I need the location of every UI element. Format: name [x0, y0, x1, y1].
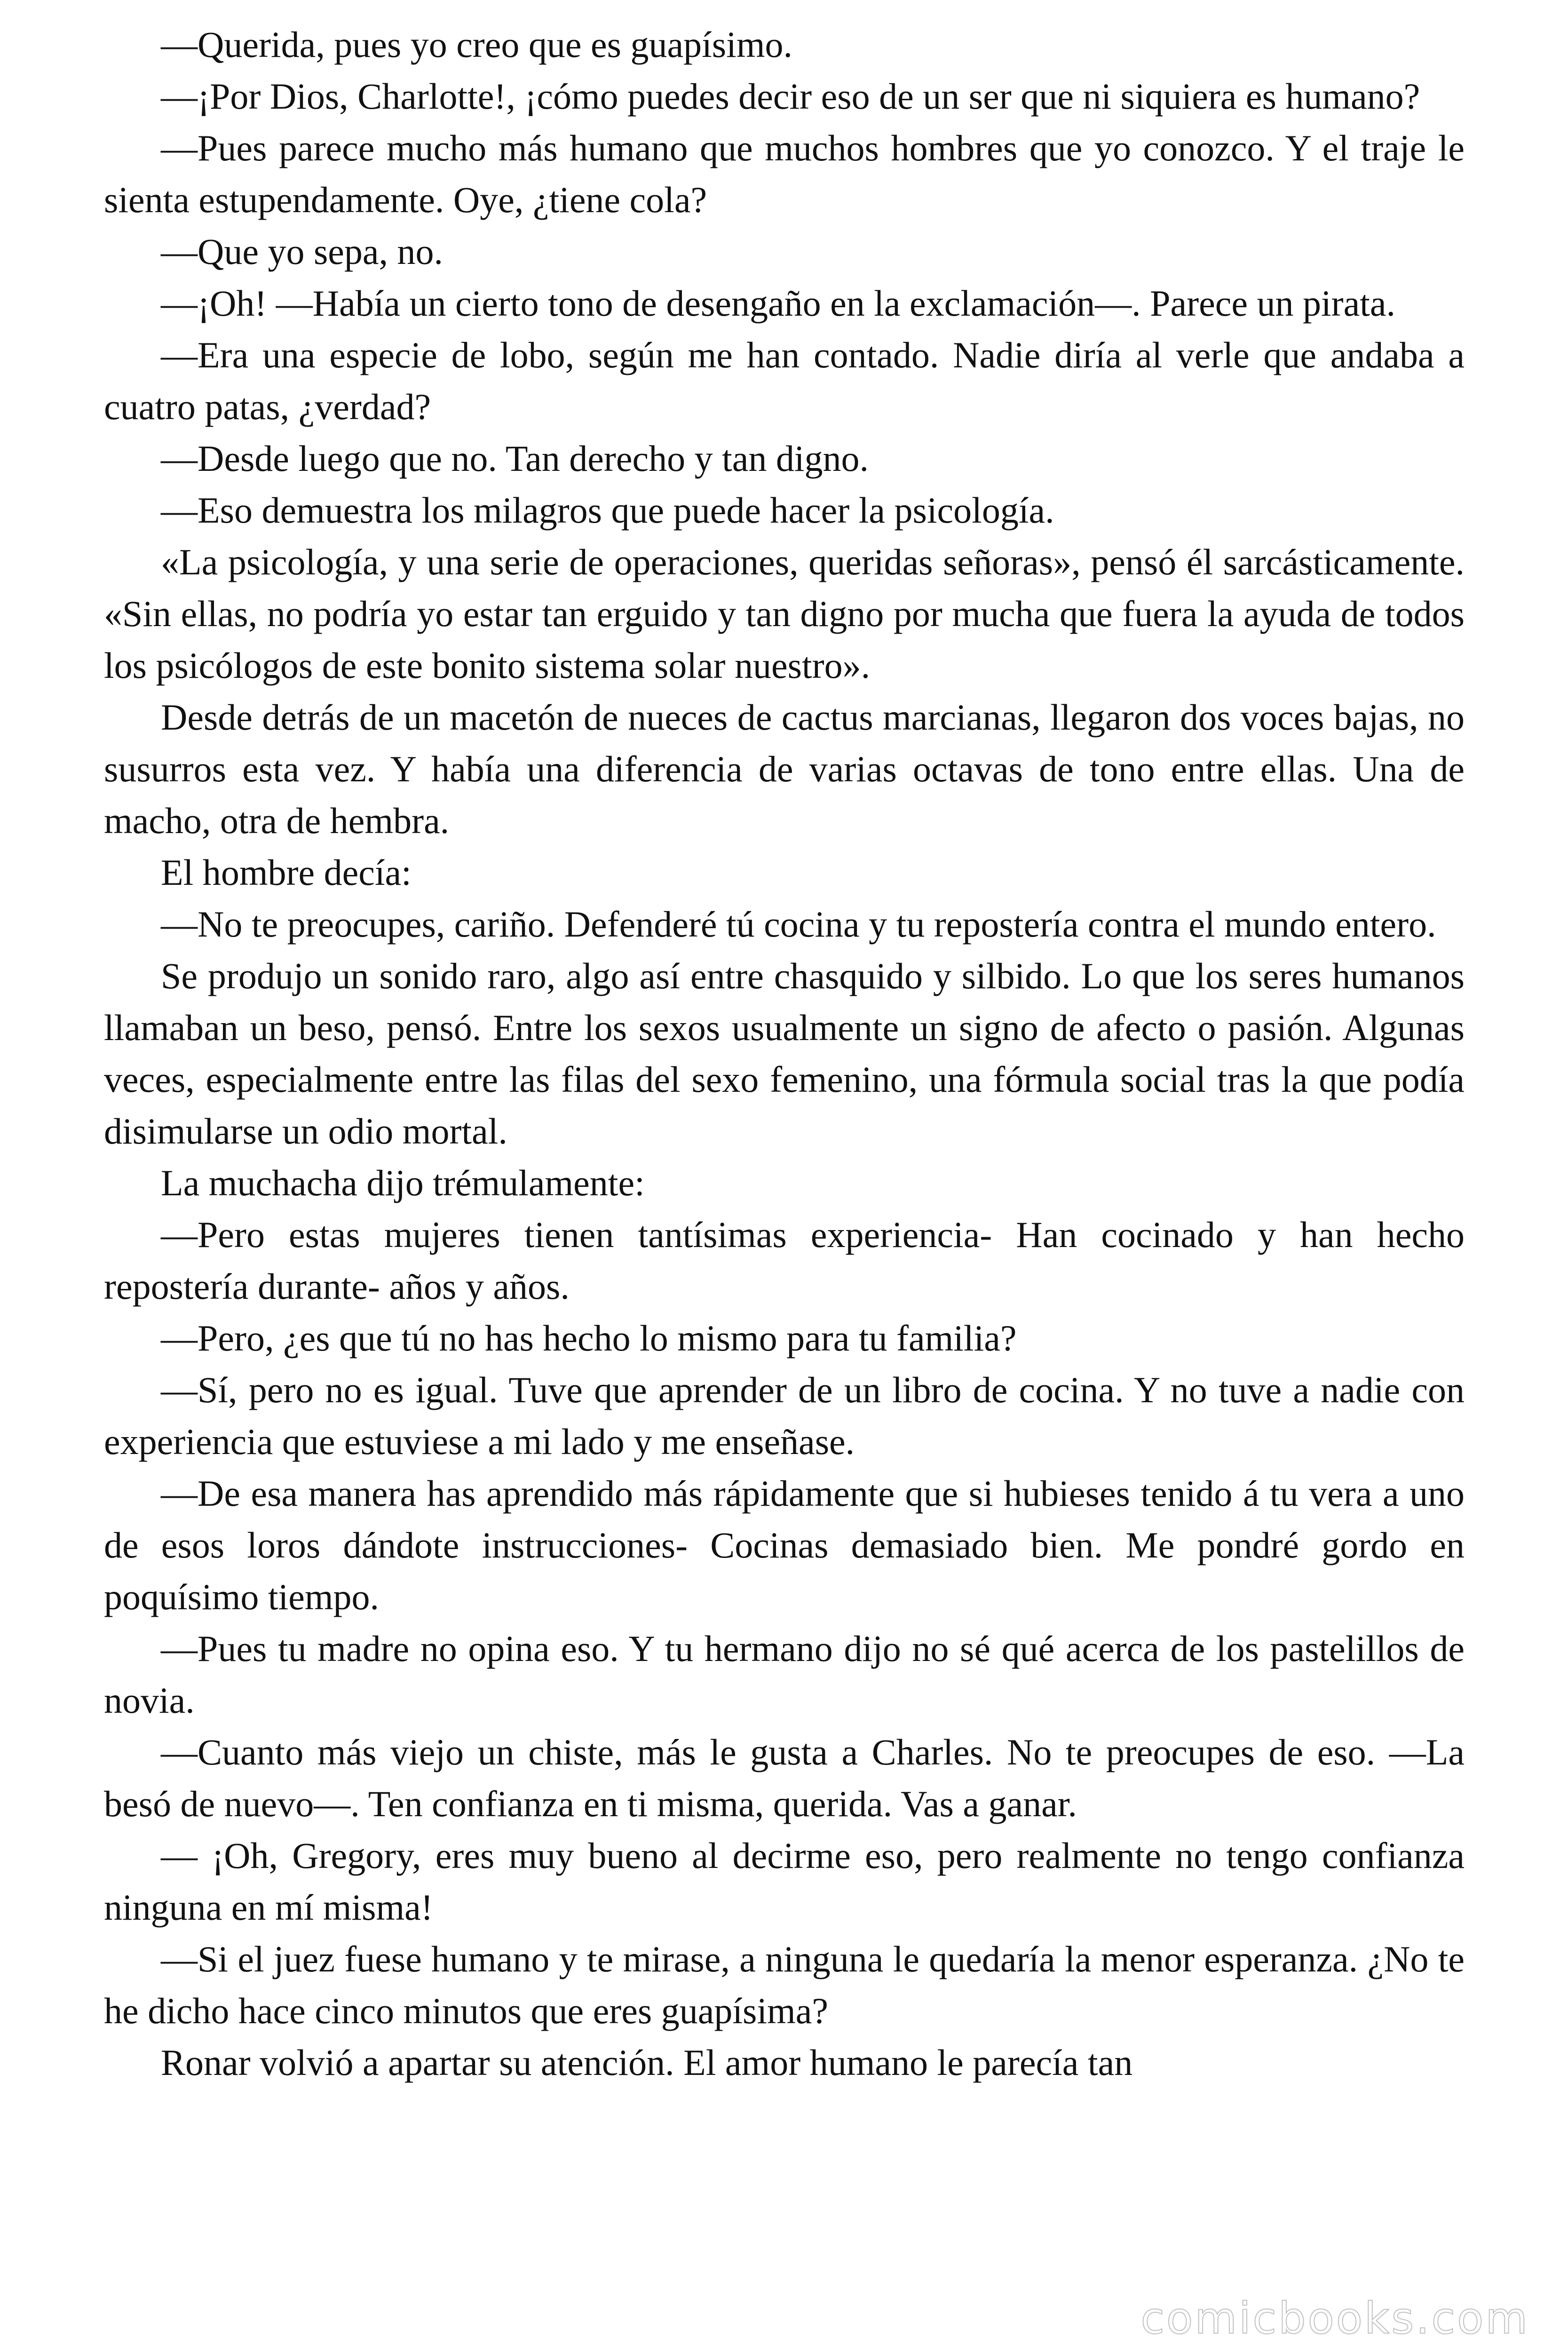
paragraph: —Desde luego que no. Tan derecho y tan digno.: [161, 438, 869, 479]
paragraph: —Era una especie de lobo, según me han contado. Nadie diría al verle que andaba a cuatro patas, ¿verdad?: [104, 334, 1465, 427]
paragraph: —Querida, pues yo creo que es guapísimo.: [161, 24, 792, 65]
watermark-logo: comicbooks.com: [1140, 2293, 1529, 2344]
paragraph: —Si el juez fuese humano y te mirase, a ninguna le quedaría la menor esperanza. ¿No te he dicho hace cinco minutos que eres guapísima?: [104, 1939, 1465, 2031]
paragraph: —De esa manera has aprendido más rápidamente que si hubieses tenido á tu vera a uno de esos loros dándote instrucciones- Cocinas demasiado bien. Me pondré gordo en poquísimo tiempo.: [104, 1473, 1465, 1617]
paragraph: El hombre decía:: [161, 852, 412, 893]
paragraph: —¡Por Dios, Charlotte!, ¡cómo puedes decir eso de un ser que ni siquiera es humano?: [161, 76, 1420, 117]
paragraph: La muchacha dijo trémulamente:: [161, 1162, 645, 1203]
paragraph: Ronar volvió a apartar su atención. El amor humano le parecía tan: [161, 2042, 1133, 2083]
paragraph: —¡Oh! —Había un cierto tono de desengaño en la exclamación—. Parece un pirata.: [161, 283, 1395, 324]
paragraph: —Sí, pero no es igual. Tuve que aprender de un libro de cocina. Y no tuve a nadie con experiencia que estuviese a mi lado y me enseñase.: [104, 1369, 1465, 1462]
paragraph: —Pero estas mujeres tienen tantísimas experiencia- Han cocinado y han hecho repostería durante- años y años.: [104, 1214, 1465, 1307]
paragraph: —Pues parece mucho más humano que muchos hombres que yo conozco. Y el traje le sienta estupendamente. Oye, ¿tiene cola?: [104, 127, 1465, 220]
body-text: [104, 19, 1465, 2089]
paragraph: —Que yo sepa, no.: [161, 231, 443, 272]
paragraph: Desde detrás de un macetón de nueces de cactus marcianas, llegaron dos voces bajas, no susurros esta vez. Y había una diferencia de varias octavas de tono entre ellas. Una de macho, otra de hembra.: [104, 697, 1465, 841]
paragraph: —No te preocupes, cariño. Defenderé tú cocina y tu repostería contra el mundo entero.: [161, 904, 1436, 945]
paragraph: —Eso demuestra los milagros que puede hacer la psicología.: [161, 490, 1054, 531]
paragraph: —Pero, ¿es que tú no has hecho lo mismo para tu familia?: [161, 1318, 1017, 1359]
paragraph: —Pues tu madre no opina eso. Y tu hermano dijo no sé qué acerca de los pastelillos de novia.: [104, 1628, 1465, 1721]
paragraph: Se produjo un sonido raro, algo así entre chasquido y silbido. Lo que los seres humanos llamaban un beso, pensó. Entre los sexos usualmente un signo de afecto o pasión. Algunas veces, especialmente entre las filas del sexo femenino, una fórmula social tras la que podía disimularse un odio mortal.: [104, 955, 1465, 1152]
paragraph: — ¡Oh, Gregory, eres muy bueno al decirme eso, pero realmente no tengo confianza ninguna en mí misma!: [104, 1835, 1465, 1928]
paragraph: —Cuanto más viejo un chiste, más le gusta a Charles. No te preocupes de eso. —La besó de nuevo—. Ten confianza en ti misma, querida. Vas a ganar.: [104, 1732, 1465, 1824]
paragraph: «La psicología, y una serie de operaciones, queridas señoras», pensó él sarcásticamente. «Sin ellas, no podría yo estar tan erguido y tan digno por mucha que fuera la ayuda de todos los psicólogos de este bonito sistema solar nuestro».: [104, 541, 1465, 686]
